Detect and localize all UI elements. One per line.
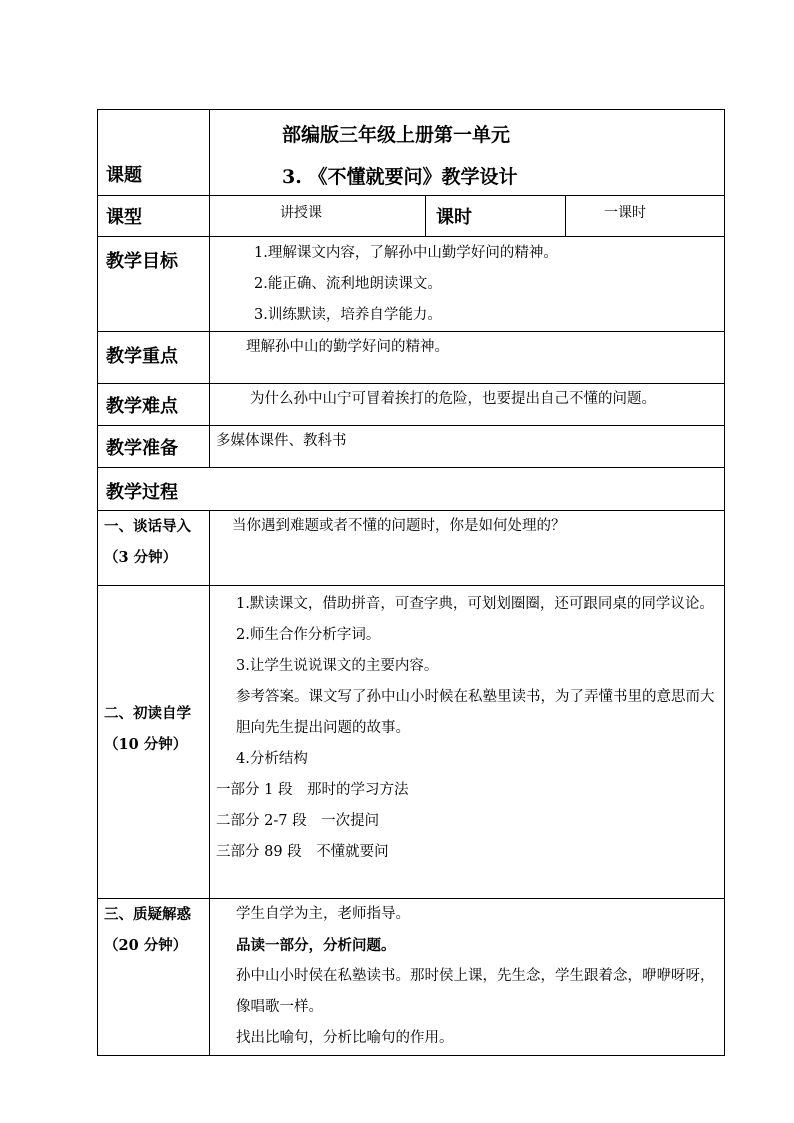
stage2-p1: 1.默读课文，借助拼音，可查字典，可划划圈圈，还可跟同桌的同学议论。	[236, 596, 714, 612]
process-header-cell	[98, 468, 725, 511]
stage3-label-cell	[98, 899, 210, 1056]
process-label: 教学过程	[106, 482, 178, 503]
difficulty-label: 教学难点	[106, 396, 178, 417]
stage3-p4: 找出比喻句，分析比喻句的作用。	[236, 1030, 454, 1046]
goals-label-cell	[98, 237, 210, 332]
stage2-time: （10 分钟）	[104, 736, 188, 753]
title-line-1: 部编版三年级上册第一单元	[282, 124, 511, 146]
stage1-label-cell	[98, 511, 210, 586]
type-value-cell	[210, 196, 426, 237]
hours-value-cell	[566, 196, 725, 237]
topic-label-cell	[98, 110, 210, 196]
stage2-p3: 3.让学生说说课文的主要内容。	[236, 658, 439, 674]
stage1-name: 一、谈话导入	[104, 518, 191, 535]
hours-label: 课时	[436, 207, 472, 228]
prep-text: 多媒体课件、教科书	[216, 433, 347, 449]
focus-label: 教学重点	[106, 346, 178, 367]
stage3-name: 三、质疑解惑	[104, 906, 191, 923]
type-label: 课型	[106, 207, 142, 228]
stage2-label-cell	[98, 586, 210, 899]
stage2-p8: 三部分 89 段 不懂就要问	[216, 844, 389, 860]
stage2-p7: 二部分 2-7 段 一次提问	[216, 813, 380, 829]
stage3-cell	[210, 899, 725, 1056]
stage1-cell	[210, 511, 725, 586]
stage2-name: 二、初读自学	[104, 705, 191, 722]
difficulty-cell	[210, 384, 725, 426]
prep-cell	[210, 426, 725, 468]
topic-title-cell	[210, 110, 725, 196]
stage2-cell	[210, 586, 725, 899]
stage2-p5: 4.分析结构	[236, 751, 308, 767]
stage1-text: 当你遇到难题或者不懂的问题时，你是如何处理的？	[232, 518, 566, 534]
stage3-p1: 学生自学为主，老师指导。	[236, 906, 410, 922]
stage3-p3: 孙中山小时侯在私塾读书。那时侯上课，先生念，学生跟着念，咿咿呀呀，像唱歌一样。	[236, 968, 715, 1015]
goal-item: 2.能正确、流利地朗读课文。	[254, 276, 442, 292]
stage3-time: （20 分钟）	[104, 937, 188, 954]
stage3-p2: 品读一部分，分析问题。	[236, 937, 396, 954]
hours-value: 一课时	[604, 205, 646, 221]
focus-text: 理解孙中山的勤学好问的精神。	[246, 339, 449, 355]
stage2-p6: 一部分 1 段 那时的学习方法	[216, 782, 409, 798]
focus-label-cell	[98, 332, 210, 384]
prep-label-cell	[98, 426, 210, 468]
difficulty-text: 为什么孙中山宁可冒着挨打的危险，也要提出自己不懂的问题。	[250, 391, 656, 407]
stage2-p2: 2.师生合作分析字词。	[236, 627, 381, 643]
goals-label: 教学目标	[106, 251, 178, 272]
topic-label: 课题	[106, 165, 142, 186]
focus-cell	[210, 332, 725, 384]
goals-cell	[210, 237, 725, 332]
type-value: 讲授课	[280, 205, 322, 221]
title-line-2: 3. 《不懂就要问》教学设计	[282, 166, 518, 188]
stage2-p4: 参考答案。课文写了孙中山小时候在私塾里读书，为了弄懂书里的意思而大胆向先生提出问题的故事。	[236, 689, 715, 736]
stage1-time: （3 分钟）	[104, 549, 178, 566]
hours-label-cell	[426, 196, 566, 237]
goal-item: 3.训练默读，培养自学能力。	[254, 307, 442, 323]
type-label-cell	[98, 196, 210, 237]
difficulty-label-cell	[98, 384, 210, 426]
prep-label: 教学准备	[106, 438, 178, 459]
lesson-plan-table	[97, 109, 725, 1056]
goal-item: 1.理解课文内容，了解孙中山勤学好问的精神。	[254, 245, 558, 261]
